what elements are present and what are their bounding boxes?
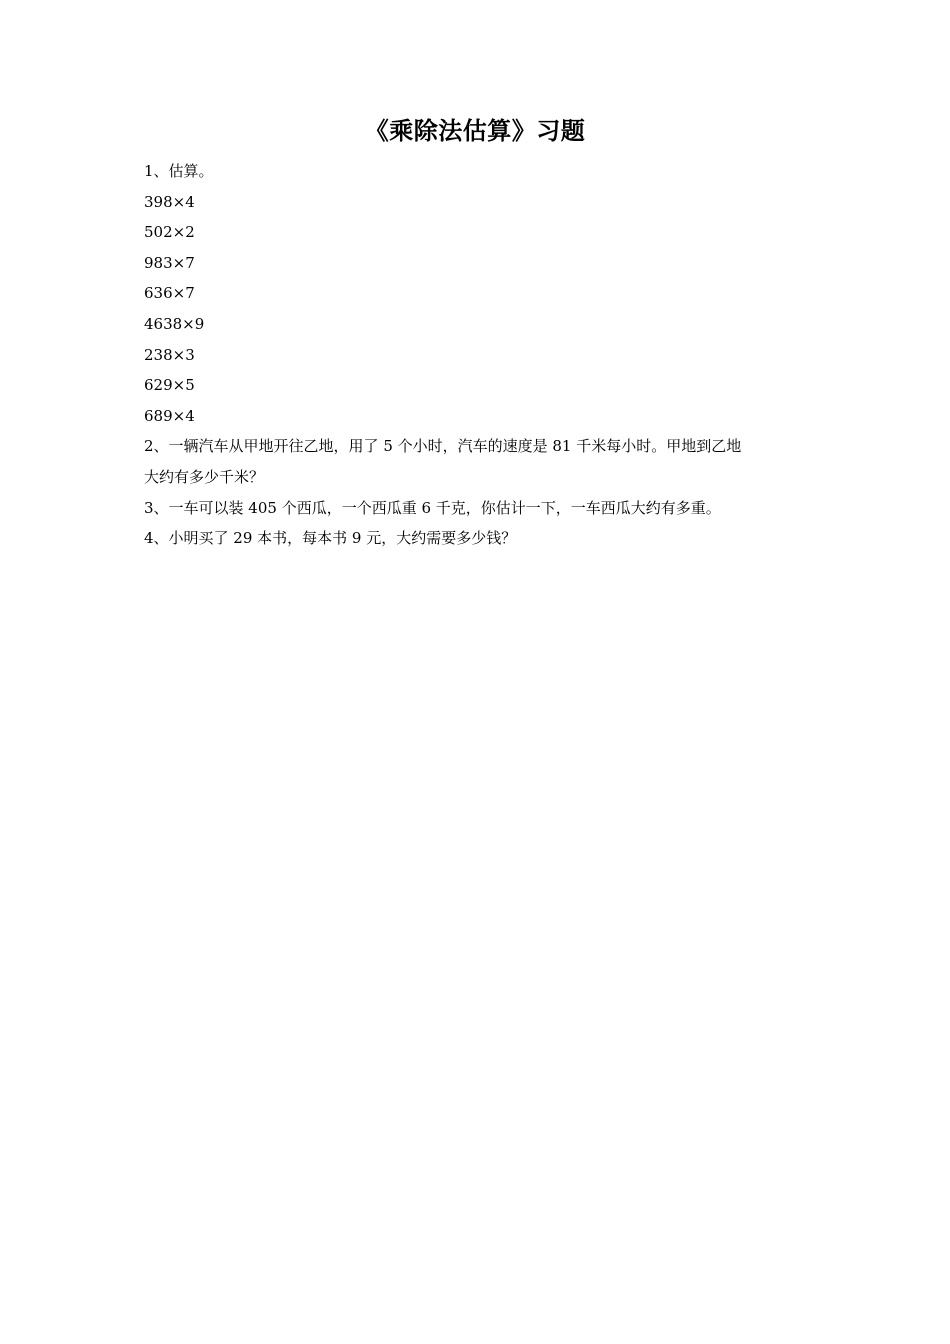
question-3: 3、一车可以装 405 个西瓜，一个西瓜重 6 千克，你估计一下，一车西瓜大约有多重。 [144,498,721,517]
exercise-list [144,156,814,554]
estimate-item-4: 636×7 [144,284,195,303]
estimate-item-6: 238×3 [144,345,195,364]
question-4: 4、小明买了 29 本书，每本书 9 元，大约需要多少钱？ [144,529,517,548]
page-title: 《乘除法估算》习题 [364,116,586,145]
estimate-item-7: 629×5 [144,376,195,395]
estimate-item-1: 398×4 [144,192,195,211]
question-2-line-1: 2、一辆汽车从甲地开往乙地，用了 5 个小时，汽车的速度是 81 千米每小时。甲地到乙地 [144,437,742,456]
estimate-item-3: 983×7 [144,253,195,272]
question-1-heading: 1、估算。 [144,162,214,180]
question-2-line-2: 大约有多少千米？ [144,467,265,486]
estimate-item-8: 689×4 [144,406,195,425]
estimate-item-2: 502×2 [144,223,195,242]
estimate-item-5: 4638×9 [144,314,205,333]
